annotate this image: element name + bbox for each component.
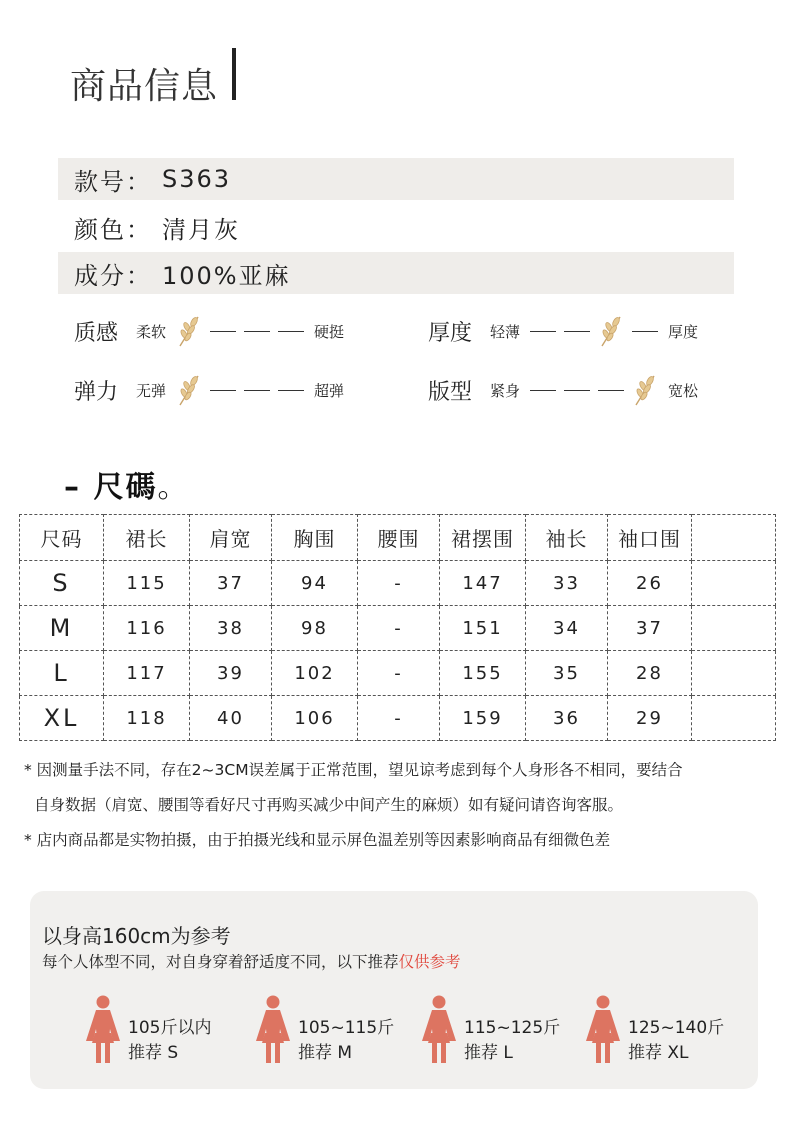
person-figure-icon (84, 995, 122, 1065)
info-value: 100%亚麻 (162, 261, 291, 290)
size-table-header-cell (692, 515, 776, 561)
reference-weight: 115~125斤 (464, 1018, 561, 1038)
attr-label-fit: 版型 (428, 380, 473, 405)
size-value-cell: 117 (104, 651, 190, 696)
info-value: S363 (162, 165, 232, 193)
size-value-cell: 39 (190, 651, 272, 696)
wheat-marker-icon (630, 373, 660, 407)
size-value-cell: 37 (190, 561, 272, 606)
size-value-cell: 40 (190, 696, 272, 741)
info-row-material (58, 252, 734, 294)
scale-dash (244, 390, 270, 391)
attr-scale-thickness (490, 314, 698, 348)
reference-recommend: 推荐 L (464, 1043, 513, 1063)
wheat-marker-icon (174, 373, 204, 407)
info-label: 颜色： (74, 215, 152, 244)
wheat-marker-icon (174, 314, 204, 348)
reference-recommend: 推荐 S (128, 1043, 179, 1063)
size-value-cell: 36 (526, 696, 608, 741)
size-section-title (64, 462, 189, 506)
size-table-header-cell: 腰围 (358, 515, 440, 561)
scale-max-label: 超弹 (314, 381, 345, 400)
size-value-cell: 151 (440, 606, 526, 651)
scale-dash (210, 331, 236, 332)
size-value-cell (692, 651, 776, 696)
reference-title: 以身高160cm为参考 (42, 924, 231, 948)
size-value-cell: 26 (608, 561, 692, 606)
size-table-row (20, 606, 776, 651)
attr-scale-elasticity (136, 373, 344, 407)
note-line-1: * 因测量手法不同，存在2~3CM误差属于正常范围，望见谅考虑到每个人身形各不相同，要结合 (24, 761, 683, 779)
scale-max-label: 宽松 (668, 381, 699, 400)
scale-dash (210, 390, 236, 391)
scale-dash (530, 390, 556, 391)
size-value-cell: 116 (104, 606, 190, 651)
size-title-suffix: 。 (157, 470, 190, 505)
reference-item-text (298, 1016, 394, 1066)
attr-label-texture: 质感 (74, 321, 119, 346)
size-value-cell: 118 (104, 696, 190, 741)
reference-item-text (464, 1016, 560, 1066)
size-table-header-cell: 袖长 (526, 515, 608, 561)
attr-label-thickness: 厚度 (428, 321, 473, 346)
size-table-header-cell: 袖口围 (608, 515, 692, 561)
size-value-cell: 37 (608, 606, 692, 651)
info-label: 款号： (74, 167, 152, 196)
size-value-cell: 94 (272, 561, 358, 606)
reference-item-text (628, 1016, 724, 1066)
info-row-color (58, 206, 734, 248)
size-value-cell: 28 (608, 651, 692, 696)
person-figure-icon (584, 995, 622, 1065)
scale-max-label: 硬挺 (314, 322, 345, 341)
scale-min-label: 无弹 (136, 381, 167, 400)
size-table (19, 514, 776, 741)
size-value-cell: 159 (440, 696, 526, 741)
reference-recommend: 推荐 XL (628, 1043, 689, 1063)
size-label-cell: M (20, 606, 104, 651)
attr-label-elasticity: 弹力 (74, 380, 119, 405)
size-value-cell: 34 (526, 606, 608, 651)
size-table-row (20, 696, 776, 741)
size-label-cell: S (20, 561, 104, 606)
info-value: 清月灰 (162, 215, 240, 244)
size-table-row (20, 561, 776, 606)
size-table-row (20, 651, 776, 696)
page-title: 商品信息 (70, 66, 219, 107)
scale-min-label: 紧身 (490, 381, 521, 400)
wheat-marker-icon (596, 314, 626, 348)
scale-dash (598, 390, 624, 391)
size-table-header-cell: 裙长 (104, 515, 190, 561)
scale-dash (564, 331, 590, 332)
size-title-text: 尺碼 (93, 470, 158, 505)
size-value-cell: 29 (608, 696, 692, 741)
size-title-prefix: – (64, 470, 81, 505)
size-value-cell: 106 (272, 696, 358, 741)
size-table-header-cell: 尺码 (20, 515, 104, 561)
note-line-3: * 店内商品都是实物拍摄，由于拍摄光线和显示屏色温差别等因素影响商品有细微色差 (24, 831, 611, 849)
reference-weight: 125~140斤 (628, 1018, 725, 1038)
size-value-cell: 147 (440, 561, 526, 606)
size-value-cell: 102 (272, 651, 358, 696)
attr-scale-fit (490, 373, 698, 407)
reference-subtitle (42, 950, 461, 972)
scale-dash (278, 390, 304, 391)
size-value-cell: 38 (190, 606, 272, 651)
info-label: 成分： (74, 261, 152, 290)
size-value-cell: - (358, 651, 440, 696)
reference-highlight: 仅供参考 (398, 953, 461, 971)
size-value-cell: 115 (104, 561, 190, 606)
scale-dash (278, 331, 304, 332)
size-value-cell: 155 (440, 651, 526, 696)
person-figure-icon (254, 995, 292, 1065)
scale-dash (564, 390, 590, 391)
scale-max-label: 厚度 (668, 322, 699, 341)
size-value-cell (692, 606, 776, 651)
size-value-cell: - (358, 561, 440, 606)
scale-min-label: 柔软 (136, 322, 167, 341)
reference-item-text (128, 1016, 211, 1066)
size-label-cell: XL (20, 696, 104, 741)
size-table-header-cell: 肩宽 (190, 515, 272, 561)
scale-min-label: 轻薄 (490, 322, 521, 341)
size-value-cell: - (358, 696, 440, 741)
scale-dash (244, 331, 270, 332)
attr-scale-texture (136, 314, 344, 348)
reference-weight: 105斤以内 (128, 1018, 212, 1038)
size-value-cell: 98 (272, 606, 358, 651)
title-divider (232, 48, 236, 100)
size-table-header-cell: 胸围 (272, 515, 358, 561)
size-table-header-cell: 裙摆围 (440, 515, 526, 561)
reference-weight: 105~115斤 (298, 1018, 395, 1038)
scale-dash (632, 331, 658, 332)
size-value-cell (692, 696, 776, 741)
note-line-2: 自身数据（肩宽、腰围等看好尺寸再购买减少中间产生的麻烦）如有疑问请咨询客服。 (34, 796, 624, 814)
size-value-cell: 35 (526, 651, 608, 696)
size-value-cell: 33 (526, 561, 608, 606)
info-row-style-no (58, 158, 734, 200)
reference-recommend: 推荐 M (298, 1043, 353, 1063)
size-label-cell: L (20, 651, 104, 696)
size-table-header-row (20, 515, 776, 561)
size-value-cell (692, 561, 776, 606)
person-figure-icon (420, 995, 458, 1065)
scale-dash (530, 331, 556, 332)
size-value-cell: - (358, 606, 440, 651)
reference-subtitle-text: 每个人体型不同，对自身穿着舒适度不同，以下推荐 (42, 953, 399, 971)
